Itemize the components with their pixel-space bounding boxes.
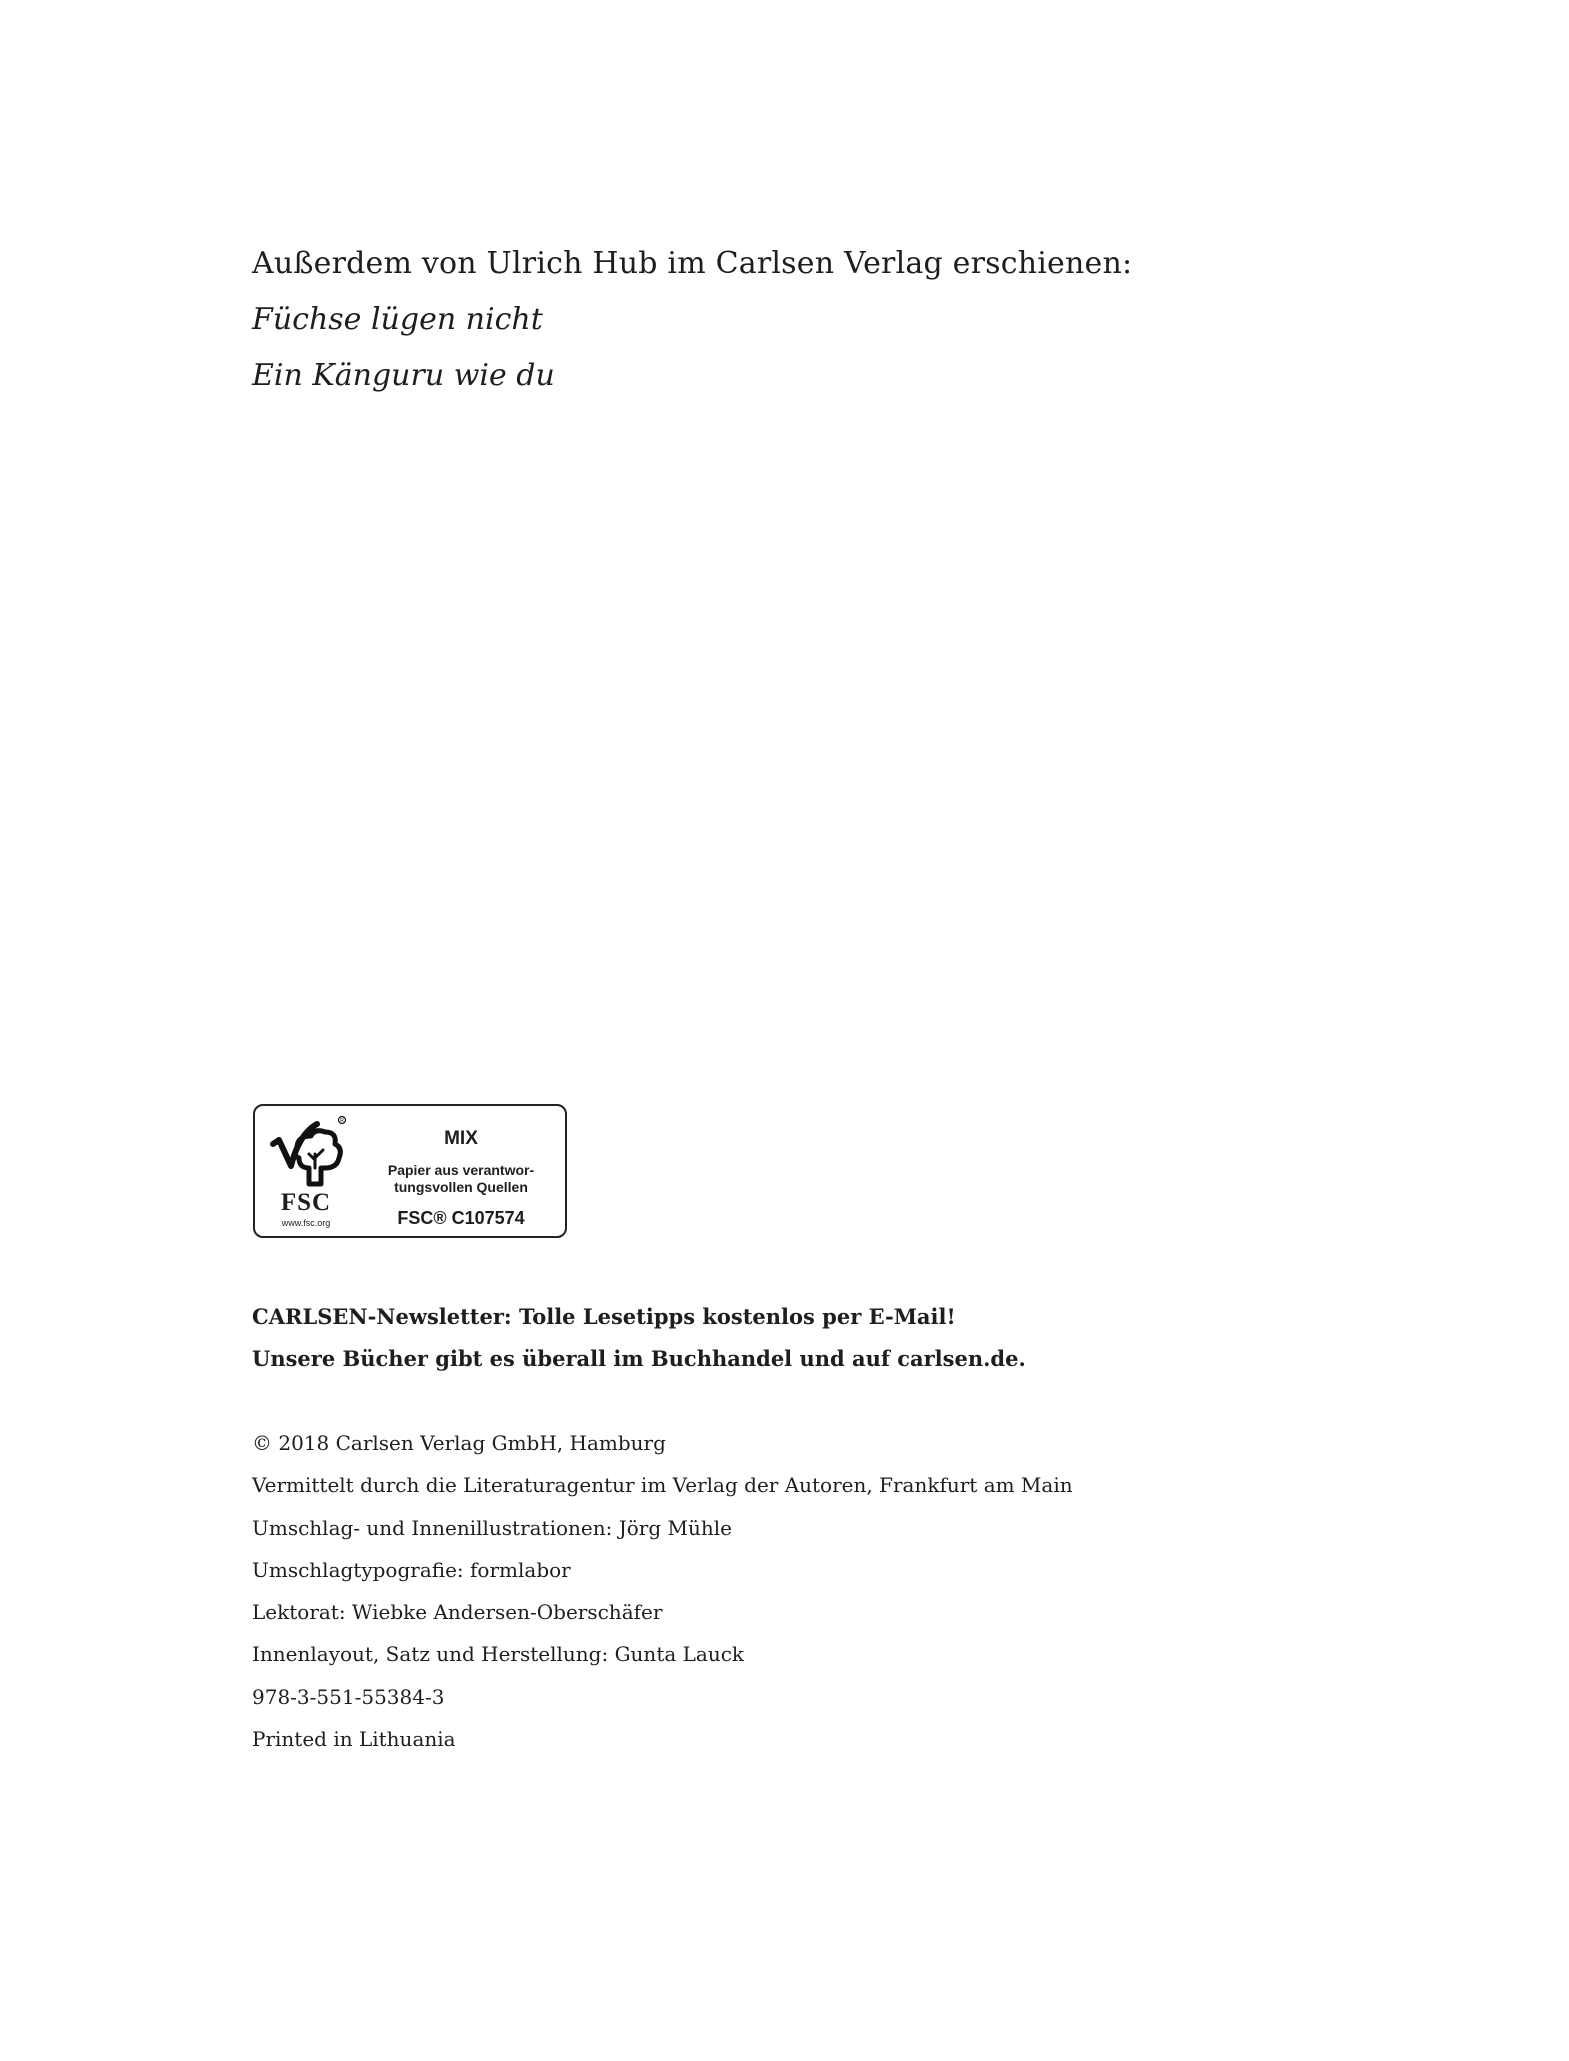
- fsc-license-code: FSC® C107574: [397, 1208, 525, 1228]
- also-by-section: [252, 236, 1352, 404]
- also-by-heading: Außerdem von Ulrich Hub im Carlsen Verlag erschienen:: [252, 246, 1133, 281]
- agency-line: Vermittelt durch die Literaturagentur im Verlag der Autoren, Frankfurt am Main: [252, 1473, 1073, 1498]
- svg-text:R: R: [340, 1118, 344, 1124]
- newsletter-section: [252, 1296, 1352, 1380]
- fsc-label: [253, 1104, 567, 1238]
- book-title: Ein Känguru wie du: [252, 358, 555, 393]
- fsc-abbreviation: FSC: [280, 1189, 332, 1216]
- book-title: Füchse lügen nicht: [252, 302, 543, 337]
- illustrations-line: Umschlag- und Innenillustrationen: Jörg Mühle: [252, 1515, 732, 1540]
- printed-in-line: Printed in Lithuania: [252, 1727, 456, 1752]
- fsc-description: [363, 1162, 559, 1196]
- newsletter-line: CARLSEN-Newsletter: Tolle Lesetipps kostenlos per E-Mail!: [252, 1304, 956, 1329]
- imprint-section: [252, 1422, 1352, 1760]
- editor-line: Lektorat: Wiebke Andersen-Oberschäfer: [252, 1600, 663, 1625]
- fsc-url: www.fsc.org: [281, 1218, 331, 1228]
- fsc-description-line: Papier aus verantwor-: [387, 1162, 535, 1178]
- fsc-description-line: tungsvollen Quellen: [394, 1179, 528, 1195]
- layout-line: Innenlayout, Satz und Herstellung: Gunta Lauck: [252, 1642, 745, 1667]
- cover-typography-line: Umschlagtypografie: formlabor: [252, 1557, 571, 1582]
- copyright-line: © 2018 Carlsen Verlag GmbH, Hamburg: [252, 1431, 666, 1455]
- fsc-mix-label: MIX: [444, 1128, 478, 1149]
- newsletter-line: Unsere Bücher gibt es überall im Buchhandel und auf carlsen.de.: [252, 1346, 1026, 1371]
- isbn-line: 978-3-551-55384-3: [252, 1684, 445, 1709]
